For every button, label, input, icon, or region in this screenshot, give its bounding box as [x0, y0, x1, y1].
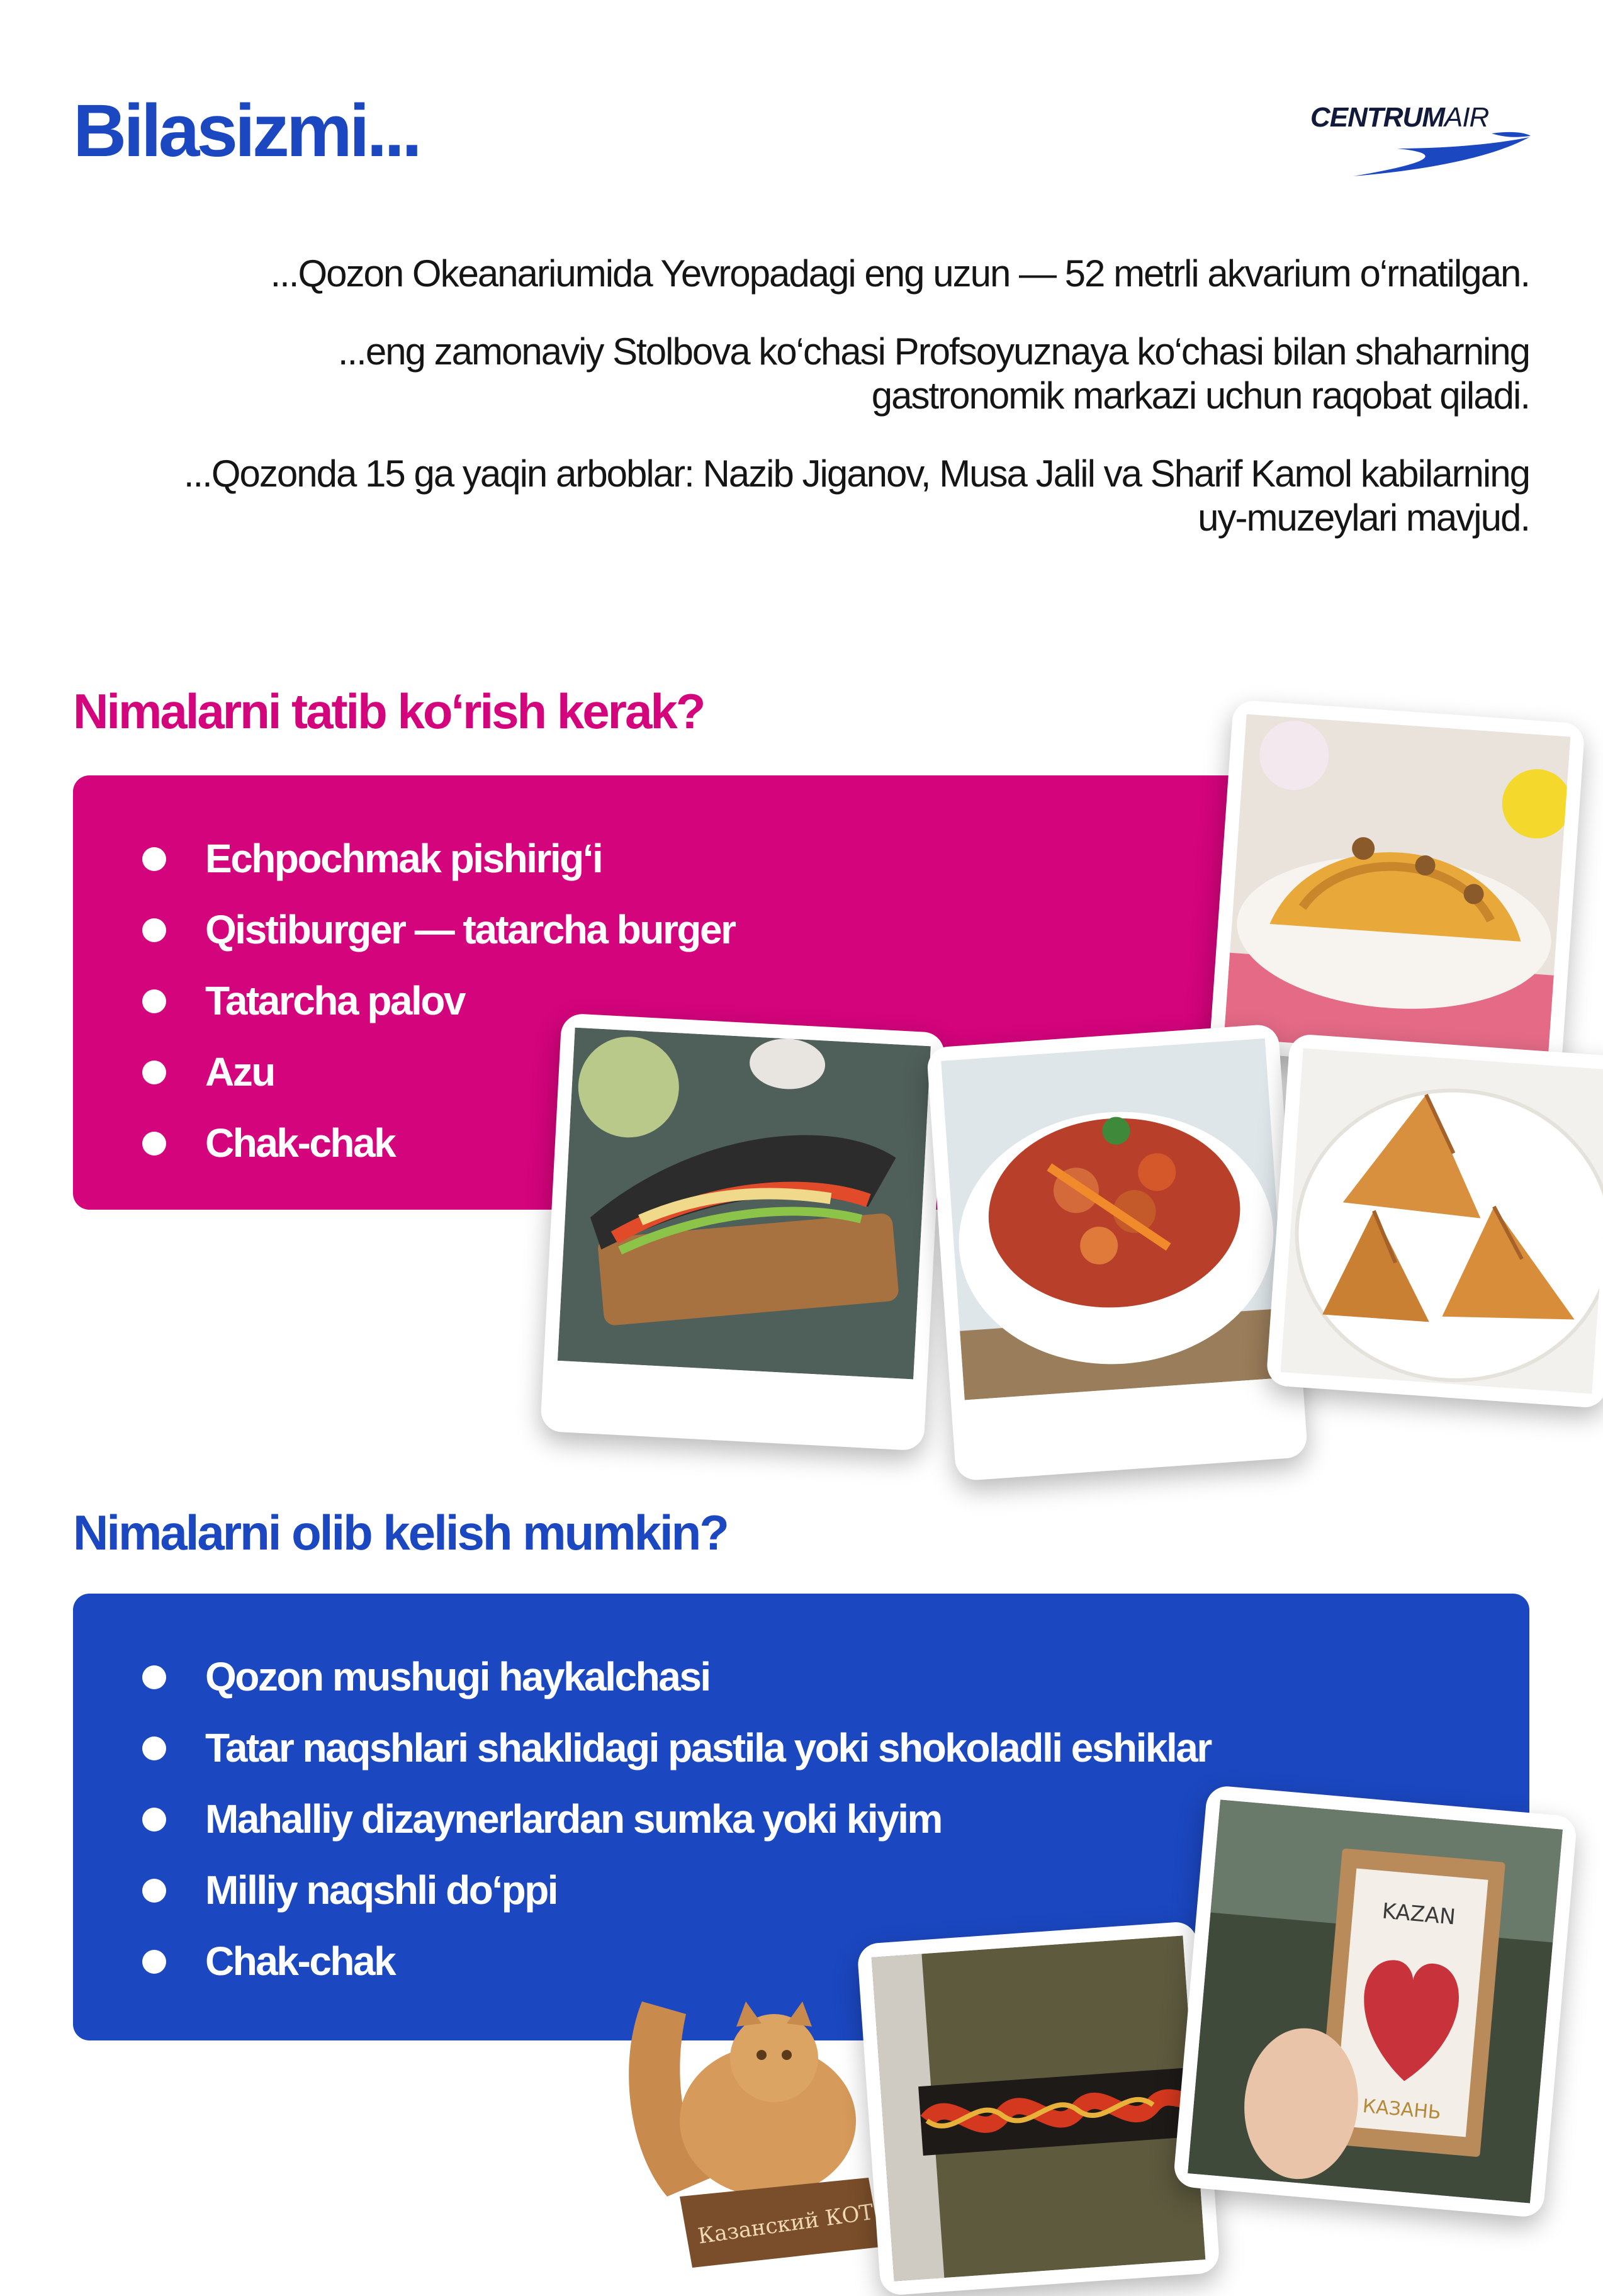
embroidered-belt-image	[872, 1935, 1206, 2281]
cat-figurine-photo	[604, 1989, 894, 2268]
qistiburger-image	[558, 1028, 931, 1380]
fact-aquarium: ...Qozon Okeanariumida Yevropadagi eng uzun — 52 metrli akvarium o‘rnatilgan.	[270, 252, 1529, 295]
bullet-icon	[142, 989, 166, 1013]
souvenir-box-image	[1188, 1799, 1563, 2203]
list-item: Chak-chak	[111, 1936, 1211, 2007]
list-item: Azu	[111, 1047, 734, 1118]
bullet-icon	[142, 1665, 166, 1689]
list-item: Milliy naqshli do‘ppi	[111, 1865, 1211, 1936]
echpochmak-photo	[1266, 1033, 1603, 1409]
swoosh-icon	[1303, 126, 1536, 183]
list-item: Mahalliy dizaynerlardan sumka yoki kiyim	[111, 1794, 1211, 1865]
azu-photo	[926, 1023, 1308, 1481]
bring-heading: Nimalarni olib kelish mumkin?	[73, 1505, 728, 1560]
cat-figurine-image	[604, 1989, 894, 2268]
plaque-text: Казанский КОТ	[696, 2199, 875, 2249]
box-text-top: KAZAN	[1381, 1898, 1457, 1930]
list-item: Qozon mushugi haykalchasi	[111, 1652, 1211, 1723]
bullet-icon	[142, 847, 166, 871]
list-item: Chak-chak	[111, 1118, 734, 1189]
bullet-icon	[142, 1950, 166, 1974]
bullet-icon	[142, 918, 166, 942]
embroidered-belt-photo	[857, 1921, 1220, 2296]
page-title: Bilasizmi...	[73, 89, 419, 172]
echpochmak-image	[1281, 1048, 1603, 1393]
bullet-icon	[142, 1879, 166, 1903]
list-item: Tatarcha palov	[111, 976, 734, 1047]
bullet-icon	[142, 1808, 166, 1832]
facts-block	[164, 252, 1529, 574]
taste-heading: Nimalarni tatib ko‘rish kerak?	[73, 684, 704, 739]
chak-chak-image	[1224, 714, 1571, 1061]
list-item: Tatar naqshlari shaklidagi pastila yoki shokoladli eshiklar	[111, 1723, 1211, 1794]
souvenir-box-photo	[1173, 1785, 1578, 2219]
fact-museums: ...Qozonda 15 ga yaqin arboblar: Nazib Jiganov, Musa Jalil va Sharif Kamol kabilarning uy-muzeylari mavjud.	[183, 453, 1529, 539]
list-item: Qistiburger — tatarcha burger	[111, 904, 734, 976]
logo-wordmark: CENTRUMAIR	[1310, 102, 1489, 133]
bullet-icon	[142, 1061, 166, 1084]
bullet-icon	[142, 1736, 166, 1760]
chak-chak-photo	[1209, 699, 1585, 1076]
centrum-air-logo	[1303, 101, 1536, 183]
box-text-bottom: КАЗАНЬ	[1361, 2095, 1442, 2124]
list-item: Echpochmak pishirig‘i	[111, 833, 734, 904]
azu-image	[941, 1038, 1288, 1400]
bullet-icon	[142, 1132, 166, 1156]
qistiburger-photo	[540, 1013, 945, 1451]
fact-street: ...eng zamonaviy Stolbova ko‘chasi Profsoyuznaya ko‘chasi bilan shaharning gastronomik markazi uchun raqobat qiladi.	[337, 330, 1529, 417]
